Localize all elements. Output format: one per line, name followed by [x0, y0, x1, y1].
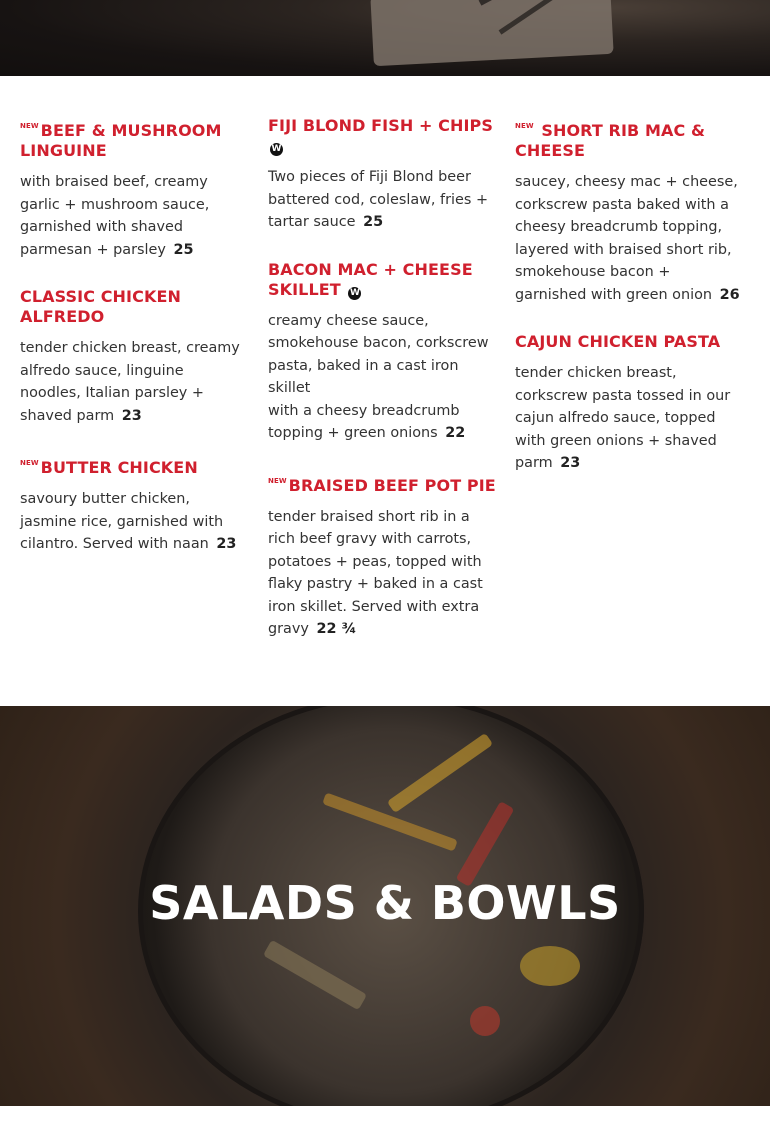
menu-item-price: 26: [719, 286, 740, 303]
menu-item-price: 25: [363, 214, 384, 230]
menu-column-1: [20, 116, 248, 582]
top-hero-image: [0, 0, 770, 76]
menu-item-price: 23: [121, 407, 142, 424]
new-tag: NEW: [20, 122, 39, 130]
menu-item-description: saucey, cheesy mac + cheese, corkscrew pasta baked with a cheesy breadcrumb topping, layered with braised short rib, smokehouse bacon + garnished with green onion 26: [515, 174, 740, 303]
menu-item: [20, 116, 248, 261]
menu-item-description: tender chicken breast, corkscrew pasta tossed in our cajun alfredo sauce, topped with green onions + shaved parm 23: [515, 365, 731, 471]
menu-item-description: savoury butter chicken, jasmine rice, garnished with cilantro. Served with naan 23: [20, 491, 237, 552]
menu-item-price: 22 ¾: [316, 621, 357, 637]
menu-item-description: tender chicken breast, creamy alfredo sauce, linguine noodles, Italian parsley + shaved parm 23: [20, 340, 240, 424]
menu-item-price: 22: [445, 425, 466, 441]
menu-item: [515, 116, 743, 306]
menu-item-description: Two pieces of Fiji Blond beer battered cod, coleslaw, fries + tartar sauce 25: [268, 169, 489, 230]
menu-item: [20, 453, 248, 556]
menu-item-description: with braised beef, creamy garlic + mushroom sauce, garnished with shaved parmesan + parsley 25: [20, 174, 210, 258]
new-tag: NEW: [515, 122, 534, 130]
menu-item-description: tender braised short rib in a rich beef gravy with carrots, potatoes + peas, topped with flaky pastry + baked in a cast iron skillet. Served with extra gravy 22 ¾: [268, 508, 483, 637]
menu-item-name: $^{NEW}$ BRAISED BEEF POT PIE: [268, 475, 496, 495]
menu-item: [20, 287, 248, 427]
menu-item-price: 23: [216, 536, 237, 552]
menu-item: [268, 471, 496, 641]
menu-item-description: creamy cheese sauce, smokehouse bacon, corkscrew pasta, baked in a cast iron skillet with a cheesy breadcrumb topping + green onions 22: [268, 312, 489, 441]
w-badge-icon: W: [349, 287, 360, 298]
page-bottom-spacer: [0, 1106, 770, 1141]
menu-item: [268, 260, 496, 445]
menu-item-name: CLASSIC CHICKEN ALFREDO: [20, 287, 181, 326]
menu-item-name: BACON MAC + CHEESE SKILLET W: [268, 259, 473, 299]
menu-item: [515, 332, 743, 475]
menu-item-name: $^{NEW}$ SHORT RIB MAC & CHEESE: [515, 121, 706, 160]
napkin-graphic: [370, 0, 613, 66]
menu-item-name: FIJI BLOND FISH + CHIPS W: [268, 116, 494, 154]
menu-section: [0, 76, 770, 706]
section-title: SALADS & BOWLS: [149, 876, 621, 930]
menu-item-price: 23: [560, 455, 581, 471]
menu-item-price: 25: [173, 241, 194, 258]
menu-column-3: [515, 116, 743, 501]
menu-item-name: CAJUN CHICKEN PASTA: [515, 332, 721, 351]
new-tag: NEW: [20, 459, 39, 467]
w-badge-icon: W: [271, 144, 282, 154]
menu-item-name: $^{NEW}$ BUTTER CHICKEN: [20, 458, 198, 477]
salads-bowls-banner: [0, 706, 770, 1106]
menu-column-2: [268, 116, 496, 667]
menu-item: [268, 116, 496, 234]
menu-item-name: $^{NEW}$ BEEF & MUSHROOM LINGUINE: [20, 121, 222, 160]
new-tag: NEW: [268, 476, 287, 485]
salad-garnish-graphic: [470, 1006, 500, 1036]
salad-garnish-graphic: [520, 946, 580, 986]
